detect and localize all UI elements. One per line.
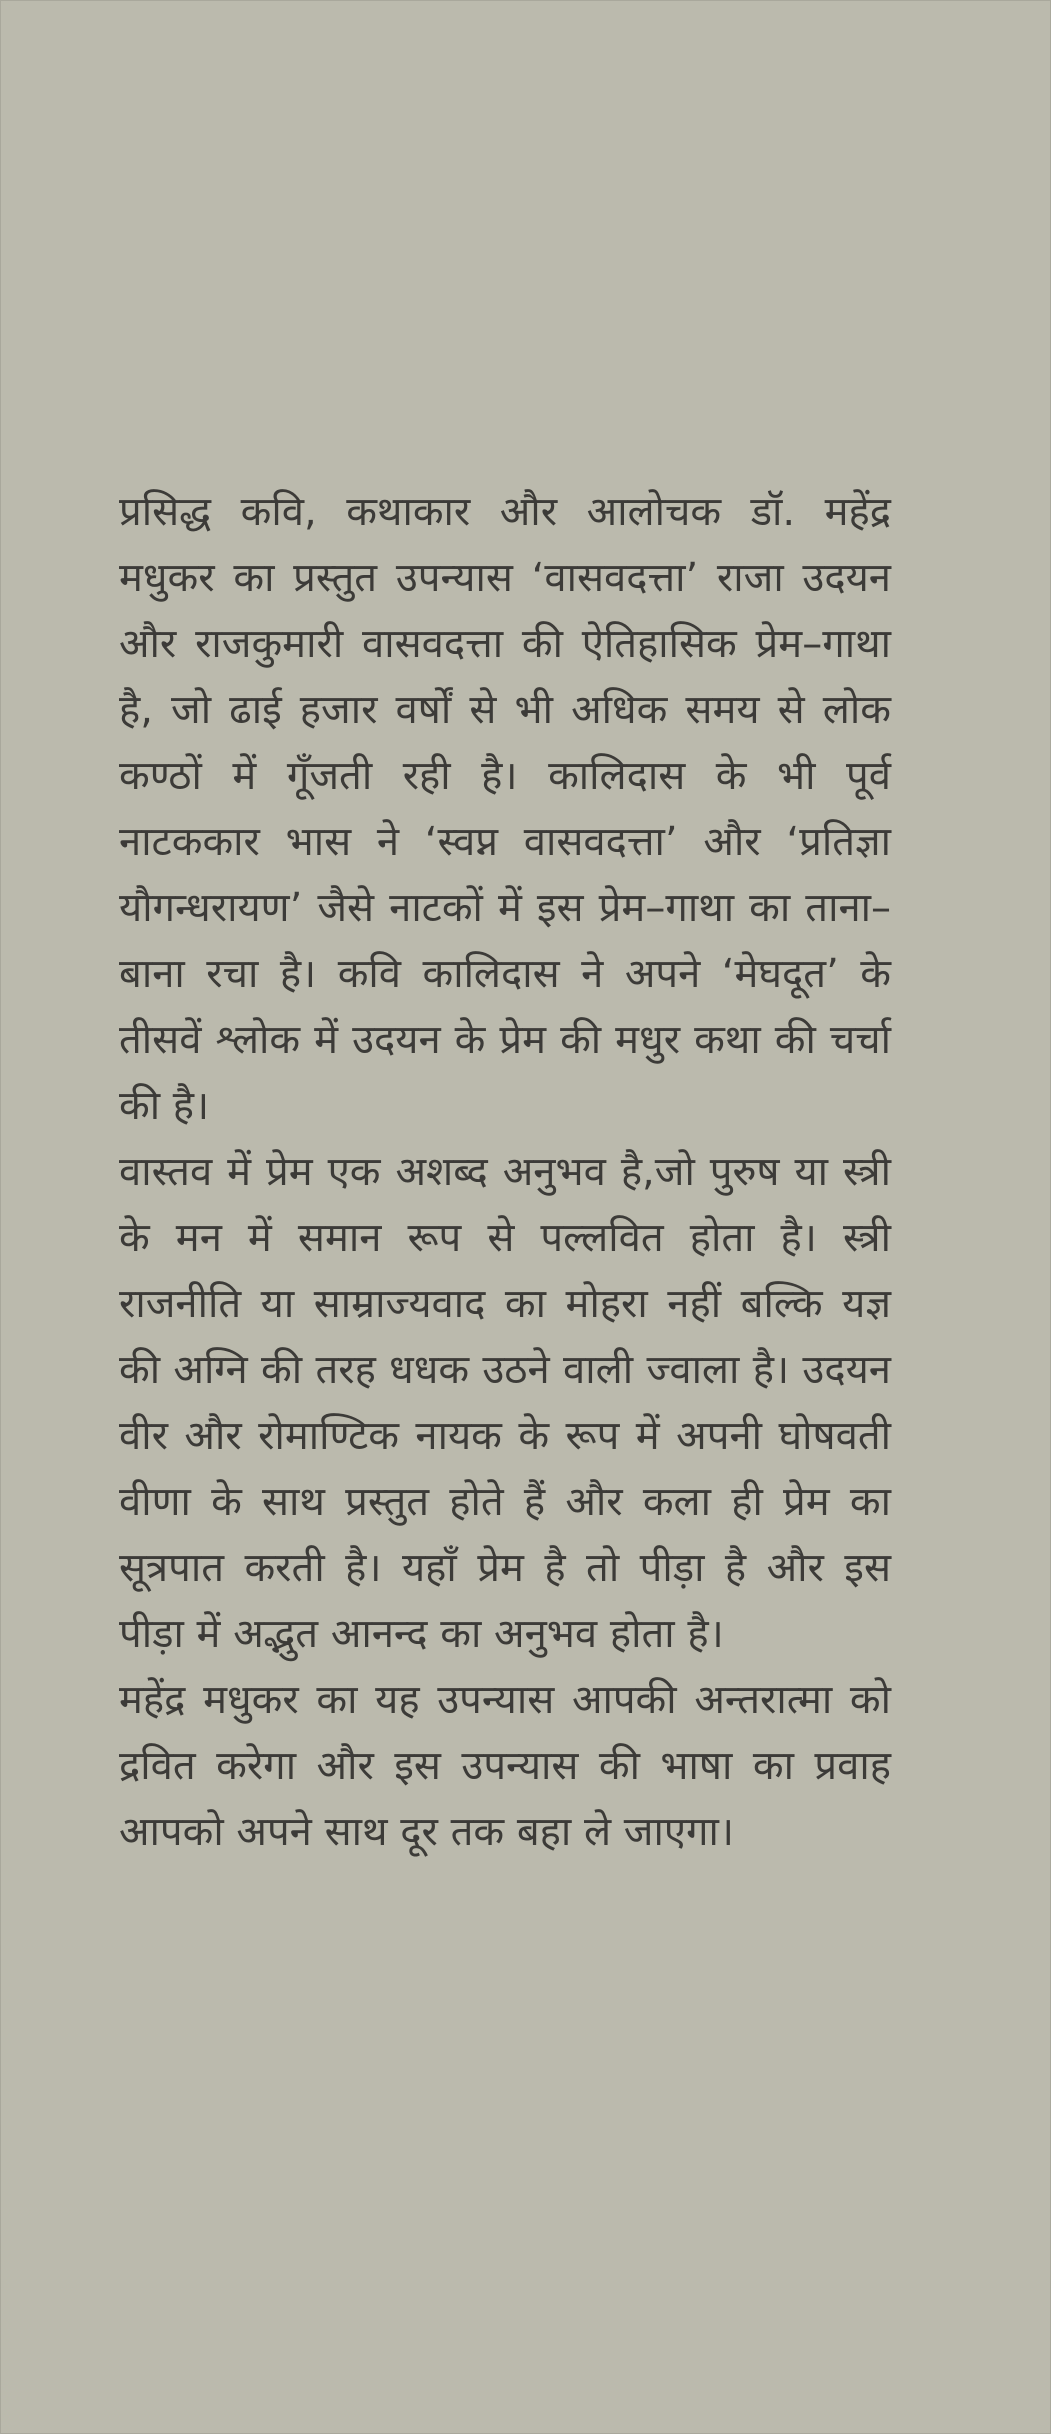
blurb-text — [119, 479, 891, 1865]
blurb-paragraph-3: महेंद्र मधुकर का यह उपन्यास आपकी अन्तरात्मा को द्रवित करेगा और इस उपन्यास की भाषा का प्रवाह आपको अपने साथ दूर तक बहा ले जाएगा। — [119, 1677, 891, 1855]
blurb-paragraph-2: वास्तव में प्रेम एक अशब्द अनुभव है,जो पुरुष या स्त्री के मन में समान रूप से पल्लवित होता है। स्त्री राजनीति या साम्राज्यवाद का मोहरा नहीं बल्कि यज्ञ की अग्नि की तरह धधक उठने वाली ज्वाला है। उदयन वीर और रोमाण्टिक नायक के रूप में अपनी घोषवती वीणा के साथ प्रस्तुत होते हैं और कला ही प्रेम का सूत्रपात करती है। यहाँ प्रेम है तो पीड़ा है और इस पीड़ा में अद्भुत आनन्द का अनुभव होता है। — [119, 1149, 891, 1657]
blurb-paragraph-1: प्रसिद्ध कवि, कथाकार और आलोचक डॉ. महेंद्र मधुकर का प्रस्तुत उपन्यास ‘वासवदत्ता’ राजा उदयन और राजकुमारी वासवदत्ता की ऐतिहासिक प्रेम–गाथा है, जो ढाई हजार वर्षों से भी अधिक समय से लोक कण्ठों में गूँजती रही है। कालिदास के भी पूर्व नाटककार भास ने ‘स्वप्न वासवदत्ता’ और ‘प्रतिज्ञा यौगन्धरायण’ जैसे नाटकों में इस प्रेम–गाथा का ताना–बाना रचा है। कवि कालिदास ने अपने ‘मेघदूत’ के तीसवें श्लोक में उदयन के प्रेम की मधुर कथा की चर्चा की है। — [119, 489, 891, 1129]
